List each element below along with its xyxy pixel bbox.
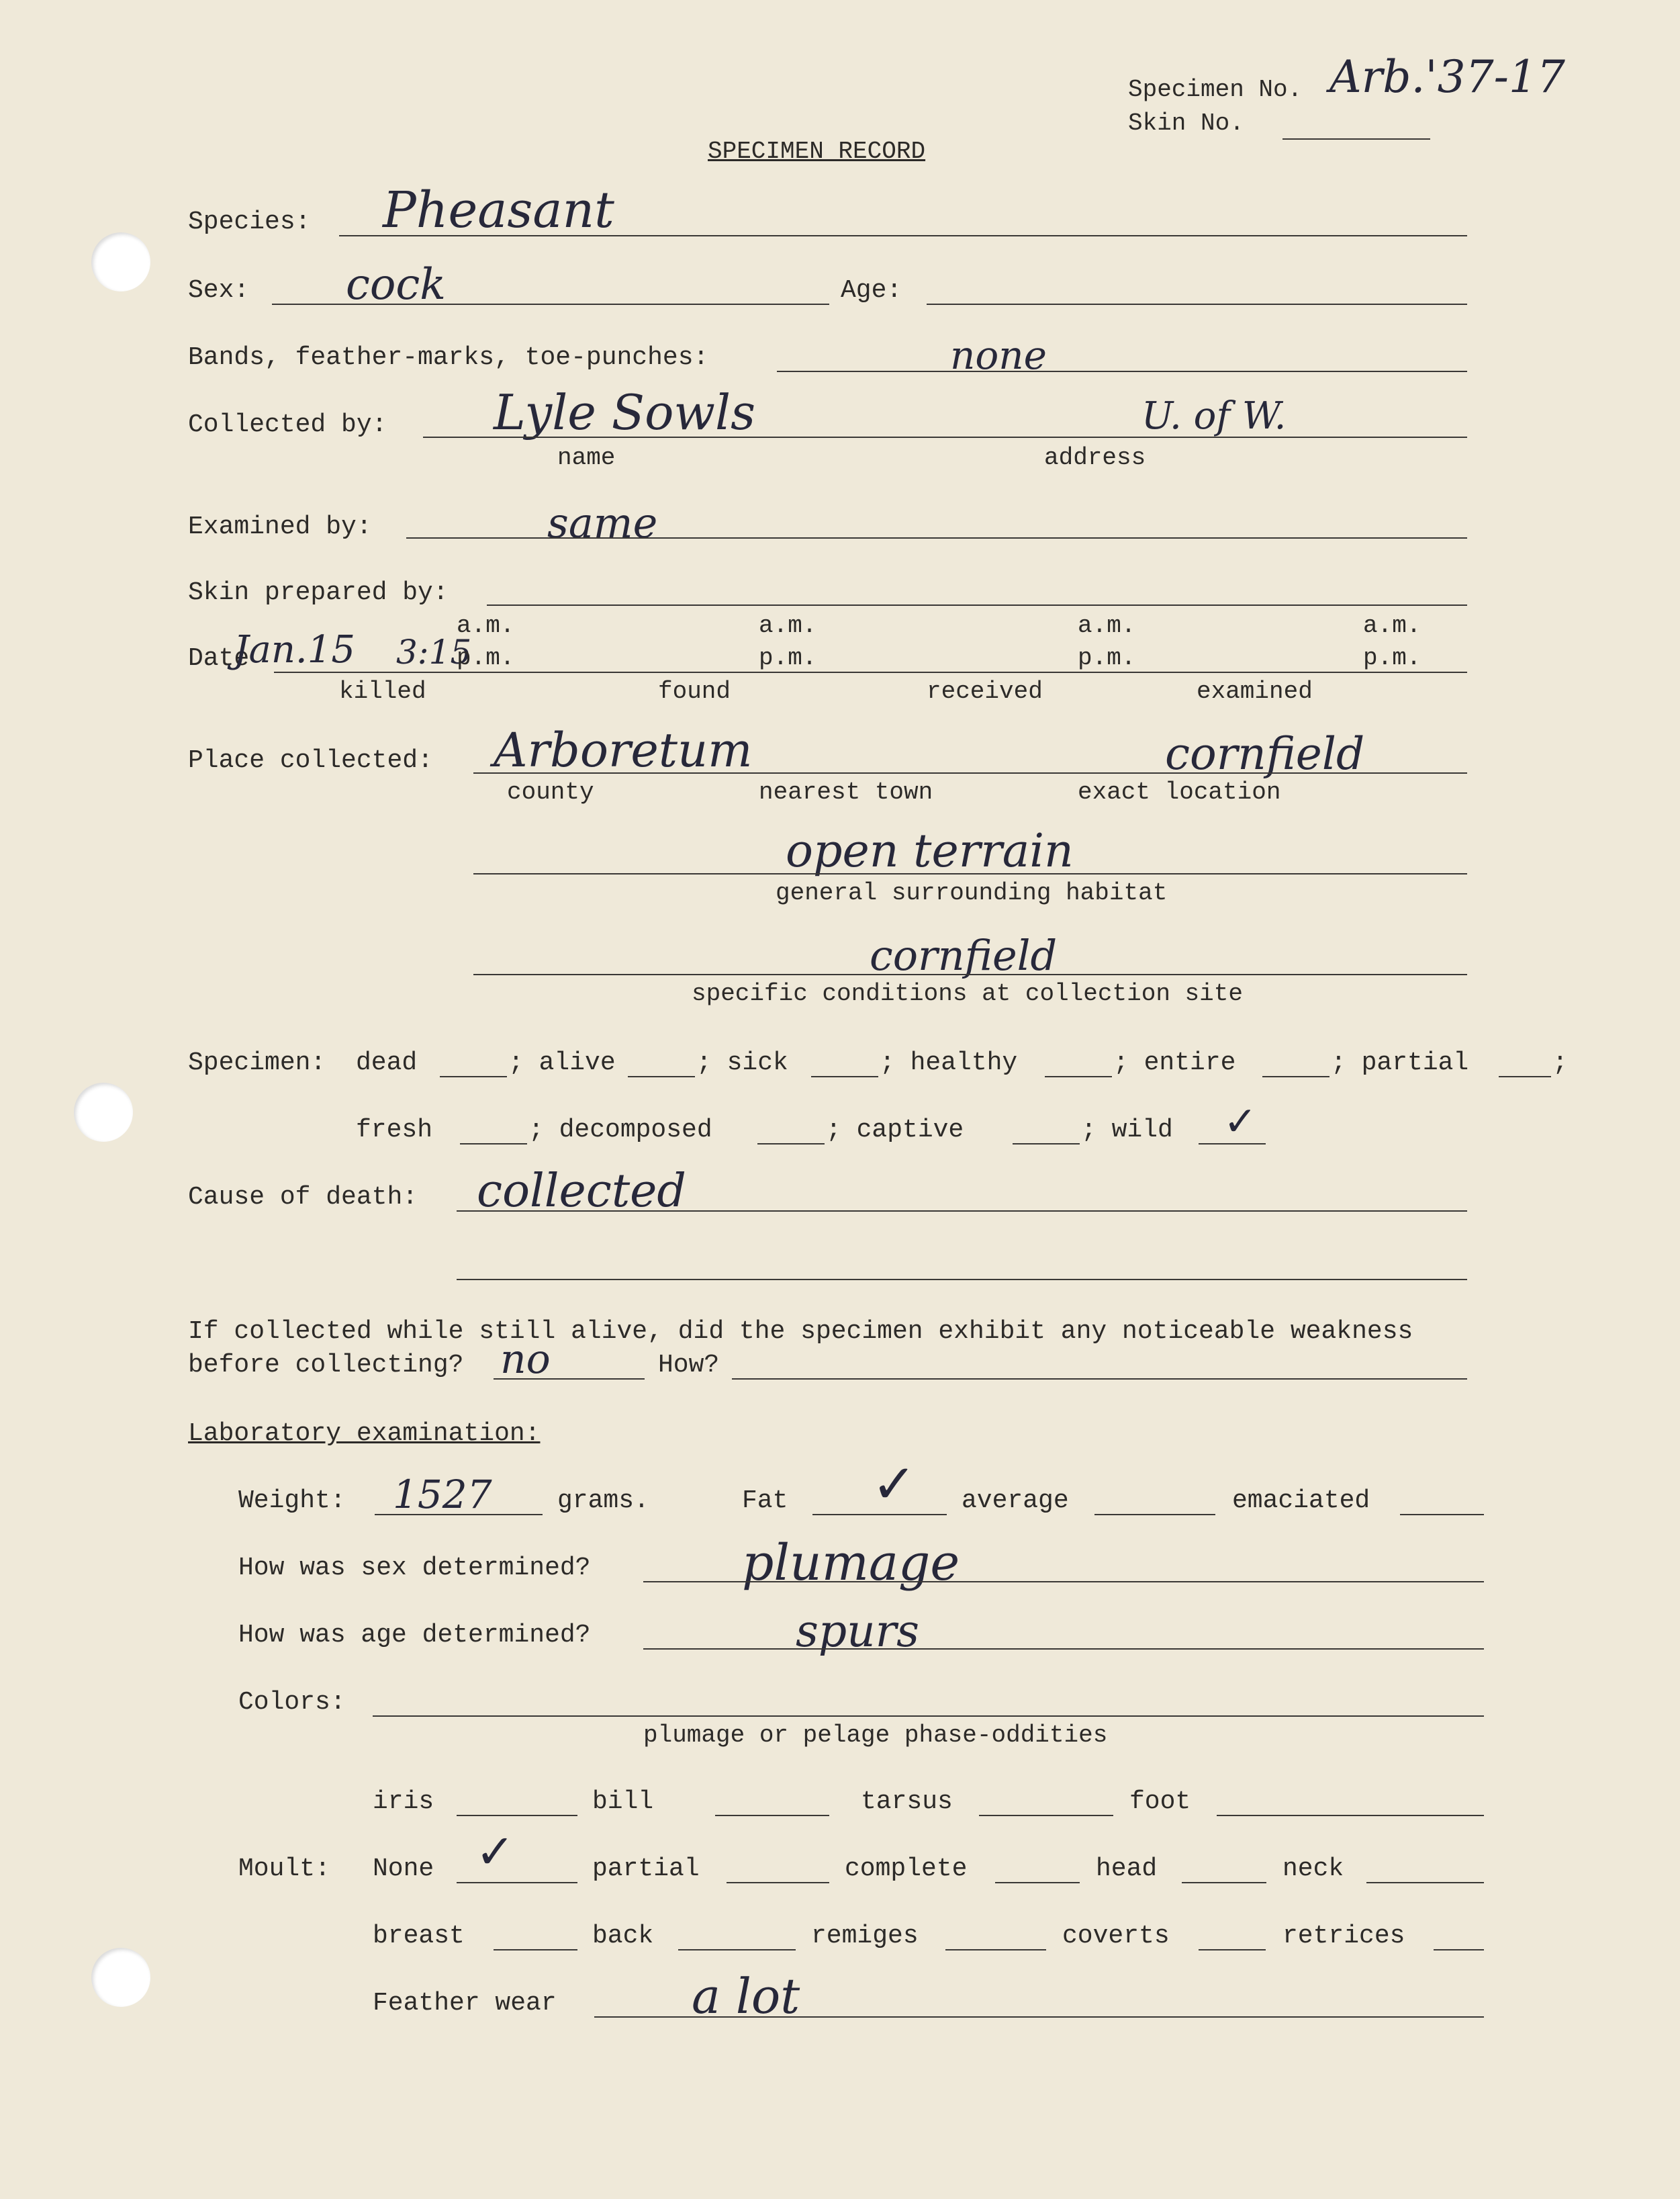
conditions-value: cornfield — [870, 931, 1058, 980]
age-determined-value: spurs — [796, 1605, 920, 1657]
place-exact-location-value: cornfield — [1165, 728, 1365, 780]
specimen-no-value: Arb.'37-17 — [1329, 51, 1565, 103]
habitat-caption: general surrounding habitat — [776, 879, 1168, 907]
weakness-answer: no — [500, 1336, 551, 1383]
species-label: Species: — [188, 208, 311, 236]
specimen-fresh-label: fresh — [356, 1116, 433, 1145]
feather-wear-value: a lot — [692, 1968, 800, 2024]
specimen-wild-checkmark: ✓ — [1223, 1098, 1258, 1145]
tarsus-line — [979, 1815, 1113, 1816]
skin-prepared-label: Skin prepared by: — [188, 578, 449, 607]
cause-of-death-value: collected — [477, 1165, 686, 1218]
sex-determined-value: plumage — [742, 1534, 960, 1592]
how-label: How? — [658, 1351, 720, 1380]
caption-county: county — [507, 778, 594, 806]
am-received: a.m. — [1078, 612, 1136, 639]
address-caption: address — [1044, 444, 1146, 472]
moult-none-line — [457, 1882, 577, 1883]
fat-checkmark: ✓ — [872, 1453, 917, 1515]
age-determined-label: How was age determined? — [238, 1621, 591, 1650]
specimen-no-label: Specimen No. — [1128, 76, 1303, 103]
species-value: Pheasant — [383, 181, 614, 239]
cause-of-death-line-2 — [457, 1279, 1467, 1280]
emaciated-line — [1400, 1514, 1484, 1515]
moult-head-line — [1182, 1882, 1266, 1883]
moult-neck-label: neck — [1282, 1854, 1344, 1883]
feather-wear-line — [594, 2016, 1484, 2018]
specimen-captive-line — [1013, 1143, 1080, 1145]
skin-no-label: Skin No. — [1128, 109, 1244, 137]
specimen-sick-line — [811, 1076, 878, 1077]
cause-of-death-label: Cause of death: — [188, 1183, 418, 1212]
caption-nearest-town: nearest town — [759, 778, 933, 806]
sex-determined-label: How was sex determined? — [238, 1554, 591, 1582]
moult-none-label: None — [373, 1854, 434, 1883]
date-time-value: 3:15 — [396, 633, 472, 672]
place-line — [473, 772, 1467, 774]
am-examined: a.m. — [1363, 612, 1421, 639]
moult-breast-line — [494, 1949, 577, 1950]
name-caption: name — [557, 444, 616, 472]
document-title: SPECIMEN RECORD — [708, 138, 926, 165]
specimen-alive-line — [628, 1076, 695, 1077]
foot-label: foot — [1129, 1787, 1191, 1816]
moult-retrices-label: retrices — [1282, 1922, 1405, 1950]
moult-none-checkmark: ✓ — [475, 1824, 515, 1879]
caption-killed: killed — [339, 678, 426, 705]
bands-value: none — [950, 332, 1047, 378]
sex-determined-line — [643, 1581, 1484, 1582]
caption-examined: examined — [1197, 678, 1313, 705]
examined-by-label: Examined by: — [188, 512, 372, 541]
pm-examined: p.m. — [1363, 644, 1421, 672]
punch-hole-middle — [74, 1083, 133, 1142]
average-label: average — [962, 1486, 1069, 1515]
specimen-row1-end: ; — [1552, 1048, 1568, 1077]
specimen-dead-line — [440, 1076, 507, 1077]
specimen-healthy-label: ; healthy — [880, 1048, 1018, 1077]
moult-partial-line — [727, 1882, 829, 1883]
caption-received: received — [927, 678, 1043, 705]
punch-hole-top — [91, 232, 150, 291]
tarsus-label: tarsus — [861, 1787, 953, 1816]
collected-by-label: Collected by: — [188, 410, 387, 439]
moult-complete-line — [995, 1882, 1080, 1883]
weight-value: 1527 — [393, 1472, 492, 1517]
cause-of-death-line — [457, 1210, 1467, 1212]
conditions-line — [473, 974, 1467, 975]
lab-heading: Laboratory examination: — [188, 1419, 541, 1448]
iris-line — [457, 1815, 577, 1816]
iris-label: iris — [373, 1787, 434, 1816]
foot-line — [1217, 1815, 1484, 1816]
pm-received: p.m. — [1078, 644, 1136, 672]
colors-label: Colors: — [238, 1688, 346, 1717]
age-line — [927, 304, 1467, 305]
how-line — [732, 1378, 1467, 1380]
moult-remiges-line — [945, 1949, 1046, 1950]
moult-coverts-label: coverts — [1062, 1922, 1170, 1950]
am-killed: a.m. — [457, 612, 515, 639]
weakness-question-line2: before collecting? — [188, 1351, 464, 1380]
specimen-wild-label: ; wild — [1081, 1116, 1173, 1145]
weakness-question-line1: If collected while still alive, did the specimen exhibit any noticeable weakness — [188, 1317, 1413, 1346]
age-determined-line — [643, 1648, 1484, 1650]
weakness-answer-line — [494, 1378, 645, 1380]
caption-found: found — [658, 678, 731, 705]
sex-line — [272, 304, 829, 305]
place-county-value: Arboretum — [494, 723, 753, 778]
caption-exact-location: exact location — [1078, 778, 1281, 806]
habitat-line — [473, 873, 1467, 874]
skin-no-line — [1282, 138, 1430, 140]
conditions-caption: specific conditions at collection site — [692, 980, 1243, 1007]
moult-back-label: back — [592, 1922, 654, 1950]
colors-caption: plumage or pelage phase-oddities — [643, 1721, 1108, 1749]
habitat-value: open terrain — [786, 825, 1074, 878]
moult-coverts-line — [1199, 1949, 1266, 1950]
age-label: Age: — [841, 276, 902, 305]
moult-partial-label: partial — [592, 1854, 700, 1883]
collected-by-line — [423, 437, 1467, 438]
skin-prepared-line — [487, 604, 1467, 606]
sex-label: Sex: — [188, 276, 250, 305]
specimen-entire-line — [1262, 1076, 1329, 1077]
sex-value: cock — [346, 260, 446, 310]
species-line — [339, 235, 1467, 236]
average-line — [1094, 1514, 1215, 1515]
moult-remiges-label: remiges — [811, 1922, 919, 1950]
moult-head-label: head — [1096, 1854, 1158, 1883]
moult-breast-label: breast — [373, 1922, 465, 1950]
moult-label: Moult: — [238, 1854, 330, 1883]
specimen-fresh-line — [460, 1143, 527, 1145]
examined-by-value: same — [547, 498, 658, 547]
punch-hole-bottom — [91, 1948, 150, 2007]
weight-label: Weight: — [238, 1486, 346, 1515]
specimen-label: Specimen: — [188, 1048, 326, 1077]
emaciated-label: emaciated — [1232, 1486, 1370, 1515]
specimen-alive-label: ; alive — [508, 1048, 616, 1077]
grams-label: grams. — [557, 1486, 649, 1515]
colors-line — [373, 1715, 1484, 1717]
place-collected-label: Place collected: — [188, 746, 433, 775]
specimen-partial-label: ; partial — [1331, 1048, 1469, 1077]
collected-by-name: Lyle Sowls — [494, 384, 756, 441]
bill-line — [715, 1815, 829, 1816]
moult-neck-line — [1366, 1882, 1484, 1883]
collected-by-address: U. of W. — [1141, 394, 1287, 438]
moult-back-line — [678, 1949, 796, 1950]
date-line — [274, 672, 1467, 673]
specimen-partial-line — [1499, 1076, 1551, 1077]
specimen-healthy-line — [1045, 1076, 1112, 1077]
feather-wear-label: Feather wear — [373, 1989, 557, 2018]
specimen-decomposed-line — [757, 1143, 825, 1145]
date-label: Date — [188, 644, 250, 673]
moult-retrices-line — [1434, 1949, 1484, 1950]
pm-killed: p.m. — [457, 644, 515, 672]
specimen-captive-label: ; captive — [826, 1116, 964, 1145]
moult-complete-label: complete — [845, 1854, 968, 1883]
specimen-sick-label: ; sick — [696, 1048, 788, 1077]
bands-line — [777, 371, 1467, 372]
weight-line — [375, 1514, 543, 1515]
date-killed-value: Jan.15 — [234, 628, 355, 672]
examined-by-line — [406, 537, 1467, 539]
am-found: a.m. — [759, 612, 817, 639]
pm-found: p.m. — [759, 644, 817, 672]
specimen-dead-label: dead — [356, 1048, 418, 1077]
fat-label: Fat — [742, 1486, 788, 1515]
bands-label: Bands, feather-marks, toe-punches: — [188, 343, 709, 372]
specimen-entire-label: ; entire — [1113, 1048, 1236, 1077]
bill-label: bill — [592, 1787, 654, 1816]
specimen-decomposed-label: ; decomposed — [528, 1116, 712, 1145]
